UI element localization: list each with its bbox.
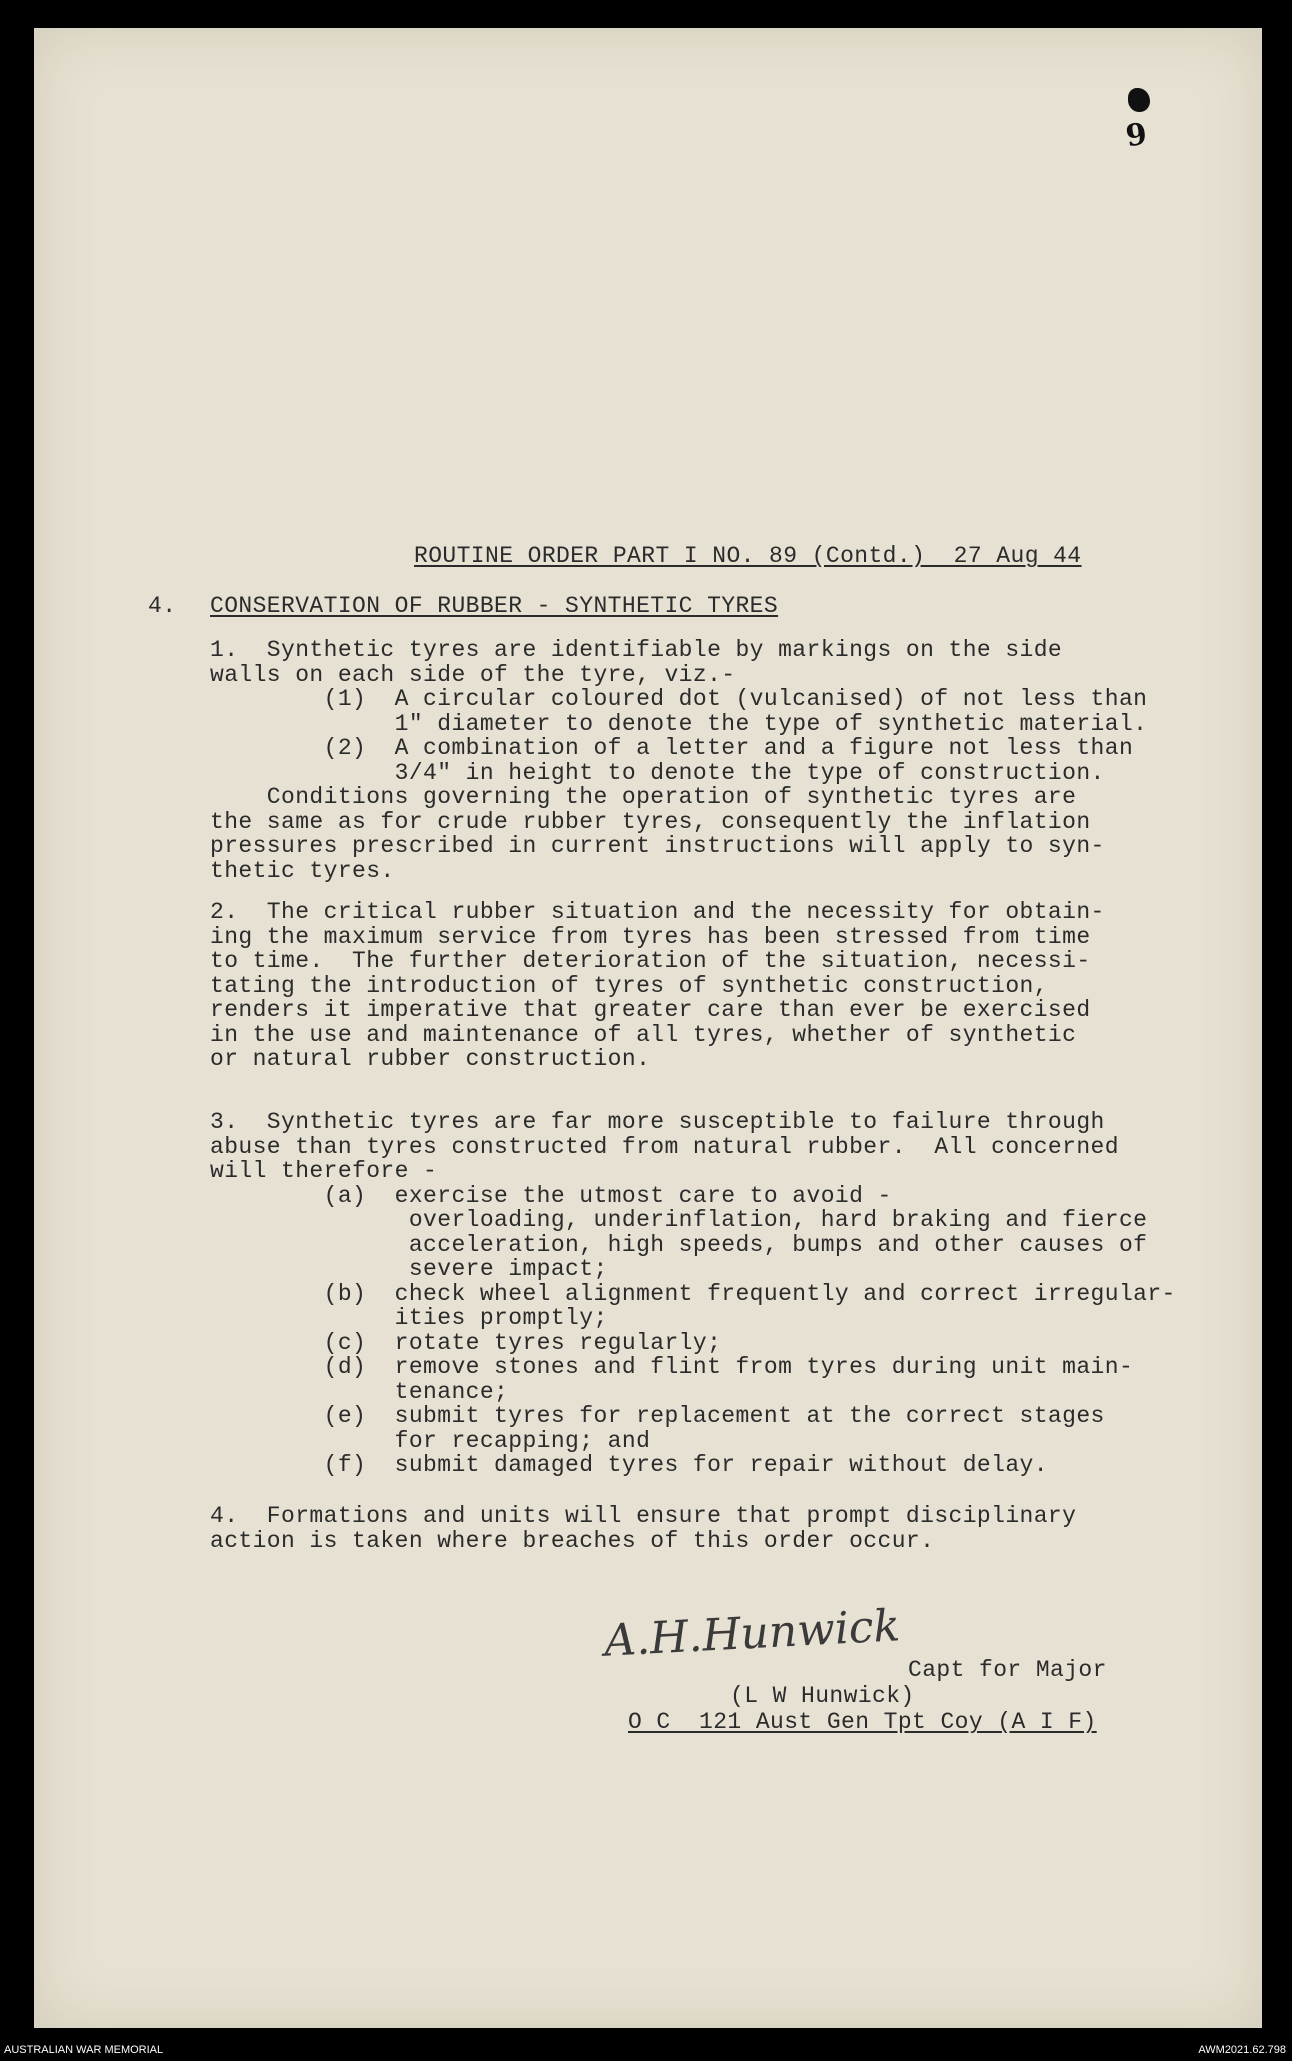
section-title: CONSERVATION OF RUBBER - SYNTHETIC TYRES: [210, 593, 779, 619]
signature-rank: Capt for Major: [908, 1657, 1107, 1683]
paragraph-4: 4. Formations and units will ensure that prompt disciplinary action is taken where breaches of this order occur.: [210, 1503, 1077, 1554]
section-number: 4.: [148, 593, 177, 619]
ink-blot: [1128, 88, 1150, 112]
footer-accession-number: AWM2021.62.798: [1198, 2044, 1286, 2056]
paragraph-3: 3. Synthetic tyres are far more susceptible to failure through abuse than tyres constructed from natural rubber. All concerned will therefore - (a) exercise the utmost care to avoid - overloading, underinflation, hard braking and fierce acceleration, high speeds, bumps and other causes of severe impact; (b) check wheel alignment frequently and correct irregular- ities promptly; (c) rotate tyres regularly; (d) remove stones and flint from tyres during unit main- tenance; (e) submit tyres for replacement at the correct stages for recapping; and (f) submit damaged tyres for repair without delay.: [210, 1109, 1176, 1478]
routine-order-header: ROUTINE ORDER PART I NO. 89 (Contd.) 27 Aug 44: [414, 543, 1082, 569]
footer-institution: AUSTRALIAN WAR MEMORIAL: [4, 2044, 164, 2056]
corner-page-mark: 9: [1123, 116, 1150, 155]
handwritten-signature: A.H.Hunwick: [602, 1600, 902, 1667]
signature-name: (L W Hunwick): [730, 1683, 915, 1709]
paragraph-2: 2. The critical rubber situation and the necessity for obtain- ing the maximum service from tyres has been stressed from time to time. The further deterioration of the situation, necessi- tating the introduction of tyres of synthetic construction, renders it imperative that greater care than ever be exercised in the use and maintenance of all tyres, whether of synthetic or natural rubber construction.: [210, 899, 1105, 1072]
paragraph-1: 1. Synthetic tyres are identifiable by markings on the side walls on each side of the tyre, viz.- (1) A circular coloured dot (vulcanised) of not less than 1" diameter to denote the type of synthetic material. (2) A combination of a letter and a figure not less than 3/4" in height to denote the type of construction. Conditions governing the operation of synthetic tyres are the same as for crude rubber tyres, consequently the inflation pressures prescribed in current instructions will apply to syn- thetic tyres.: [210, 637, 1148, 884]
signature-unit: O C 121 Aust Gen Tpt Coy (A I F): [628, 1709, 1097, 1735]
